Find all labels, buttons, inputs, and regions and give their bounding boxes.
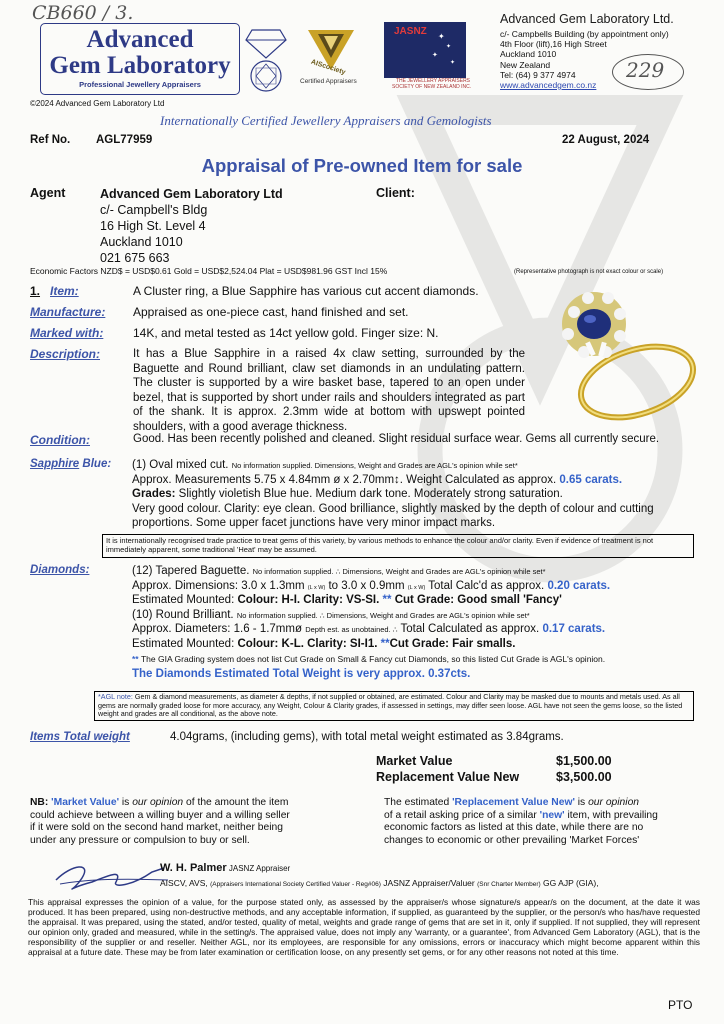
diamonds-label: Diamonds: — [30, 564, 90, 576]
replacement-value: $3,500.00 — [556, 770, 612, 784]
market-value-explanation — [30, 797, 290, 847]
website-link[interactable]: www.advancedgem.co.nz — [500, 79, 597, 90]
phone-number: Tel: (64) 9 377 4974 — [500, 69, 576, 80]
aisv-label: AIScociety — [310, 58, 347, 77]
sapphire-details — [132, 458, 712, 531]
round-carats: 0.17 carats. — [542, 623, 606, 636]
diamonds-details — [132, 564, 712, 682]
star-icon: ✦ — [450, 60, 456, 66]
market-value-label: Market Value — [376, 754, 453, 768]
asterisks: ** — [132, 653, 141, 664]
agl-note — [94, 691, 694, 721]
photo-note: (Representative photograph is not exact colour or scale) — [514, 269, 664, 275]
agent-line: c/- Campbell's Bldg — [100, 203, 208, 217]
credentials: AISCV, AVS, — [160, 878, 211, 888]
ref-label: Ref No. — [30, 134, 71, 146]
rv-term: 'Replacement Value New' — [452, 797, 575, 808]
baguette-dimensions: Approx. Dimensions: 3.0 x 1.3mm — [132, 579, 305, 592]
credentials-note: (Snr Charter Member) — [477, 881, 541, 888]
nb-line: under any pressure or compulsion to buy or sell. — [30, 834, 250, 846]
signature — [52, 858, 172, 894]
manufacture-label: Manufacture: — [30, 305, 106, 319]
jasnz-caption-1: THE JEWELLERY APPRAISERS — [396, 78, 471, 84]
dimension-unit: (L x W) — [307, 584, 326, 591]
baguette-cut-grade: Cut Grade: Good small 'Fancy' — [394, 594, 562, 607]
sapphire-measurements: Approx. Measurements 5.75 x 4.84mm ø x 2.70mm↕. Weight Calculated as approx. — [132, 473, 560, 486]
ring-photo — [552, 282, 702, 432]
agent-label: Agent — [30, 186, 66, 200]
rv-line: changes to economic or other prevailing 'Market Forces' — [384, 834, 640, 846]
treatment-note: It is internationally recognised trade practice to treat gems of this variety, by various methods to enhance the colour and/or clarity. Even if evidence of treatment is not immediately apparent, some traditional 'Heat' may be assumed. — [102, 534, 694, 558]
logo-line2: Gem Laboratory — [49, 52, 231, 79]
rv-opinion: our opinion — [588, 797, 640, 808]
baguette-carats: 0.20 carats. — [547, 579, 611, 592]
item-text: A Cluster ring, a Blue Sapphire has various cut accent diamonds. — [133, 284, 479, 298]
marked-label: Marked with: — [30, 326, 104, 340]
dimension-unit: (L x W) — [407, 584, 426, 591]
condition-label: Condition: — [30, 433, 90, 447]
appraiser-title: JASNZ Appraiser — [226, 864, 291, 873]
asterisks: ** — [382, 594, 395, 607]
sapphire-colour-text: Blue: — [79, 458, 112, 470]
baguette-note: No information supplied. ∴ Dimensions, Weight and Grades are AGL's opinion while set* — [252, 567, 546, 576]
credentials: JASNZ Appraiser/Valuer — [380, 878, 478, 888]
estimated-mounted-label: Estimated Mounted: — [132, 637, 238, 650]
nb-text: is — [119, 797, 133, 808]
nb-term: 'Market Value' — [51, 797, 120, 808]
address-line: 4th Floor (lift),16 High Street — [500, 39, 607, 50]
asterisks: ** — [380, 637, 390, 650]
nb-text: of the amount the item — [183, 797, 289, 808]
ref-number: AGL77959 — [96, 134, 153, 146]
diamond-icon — [244, 24, 288, 96]
economic-factors: Economic Factors NZD$ = USD$0.61 Gold = USD$2,524.04 Plat = USD$981.96 GST Incl 15% — [30, 266, 388, 276]
appraiser-credentials — [160, 878, 599, 889]
round-count: (10) Round Brilliant. — [132, 608, 234, 621]
banner: Internationally Certified Jewellery Appraisers and Gemologists — [160, 113, 492, 128]
credentials: GG AJP (GIA), — [540, 878, 599, 888]
sapphire-grades: Slightly violetish Blue hue. Medium dark tone. Moderately strong saturation. — [175, 488, 563, 501]
estimated-mounted-label: Estimated Mounted: — [132, 594, 238, 607]
round-note: No information supplied. ∴ Dimensions, Weight and Grades are AGL's opinion while set* — [236, 610, 530, 620]
rv-new: 'new' — [539, 809, 565, 821]
condition-text: Good. Has been recently polished and cleaned. Slight residual surface wear. Gems all currently secure. — [133, 433, 660, 445]
appraiser-name: W. H. Palmer — [160, 862, 227, 874]
sapphire-carats: 0.65 carats. — [559, 473, 623, 486]
page-title: Appraisal of Pre-owned Item for sale — [201, 155, 523, 176]
round-cut-grade: Cut Grade: Fair smalls. — [389, 637, 516, 650]
appraisal-date: 22 August, 2024 — [562, 134, 650, 146]
nb-line: could achieve between a willing buyer and a willing seller — [30, 809, 290, 821]
star-icon: ✦ — [446, 44, 452, 50]
disclaimer: This appraisal expresses the opinion of a value, for the purpose stated only, as assessed by the appraiser/s whose signature/s appear/s on the document, at the date it was produced. It has been prepared, using non-destructive methods, and any acceptable information, if supplied, as guaranteed by the supplier, or the person/s who has/have requested the appraisal. It was prepared, using the stated, and/or tested, quality of metal, weights and grade range of gems that are set in it, only if supplied. If not supplied, they will represent our opinion only, graded and measured, while in the setting/s. The appraised value, does not imply any 'warranty, or a guarantee', from Advanced Gem Laboratory (AGL), that is the responsibility of the supplier or and reseller. Neither AGL, nor its employees, are responsible for any omissions, errors or inaccuracy which might become apparent within this appraisal at a future date. These may be from later examination or certification loose, on any presently set gems, or for any other reasons not noted at this time. — [28, 897, 700, 958]
aisv-caption: Certified Appraisers — [300, 78, 357, 85]
agent-details — [100, 186, 283, 266]
diamonds-total-weight: The Diamonds Estimated Total Weight is very approx. 0.37cts. — [132, 668, 471, 681]
manufacture-text: Appraised as one-piece cast, hand finished and set. — [133, 305, 409, 319]
round-grades: Colour: K-L. Clarity: SI-I1. — [237, 637, 381, 650]
nb-line: if it were sold on the second hand market, neither being — [30, 822, 283, 834]
total-weight-label: Items Total weight — [30, 731, 130, 743]
baguette-count: (12) Tapered Baguette. — [132, 565, 250, 577]
replacement-value-explanation — [384, 797, 658, 847]
rv-text: item, with prevailing — [564, 809, 658, 821]
round-diameters: Approx. Diameters: 1.6 - 1.7mmø — [132, 623, 302, 636]
rv-text: The estimated — [384, 797, 453, 808]
sapphire-label — [30, 458, 111, 472]
rv-text: of a retail asking price of a similar — [384, 809, 540, 821]
appraiser-name-line — [160, 862, 290, 875]
jasnz-label: JASNZ — [394, 26, 427, 37]
address-line: New Zealand — [500, 59, 551, 70]
copyright: ©2024 Advanced Gem Laboratory Ltd — [30, 99, 165, 108]
credentials-note: (Appraisers International Society Certified Valuer - Reg#06) — [210, 881, 381, 888]
pto: PTO — [668, 998, 693, 1012]
rv-text: is — [574, 797, 589, 808]
description-text: It has a Blue Sapphire in a raised 4x claw setting, surrounded by the Baguette and Round brilliant, claw set diamonds in an undulating pattern. The cluster is supported by a wire basket base, tapered to an open under bezel, that is supported by short under rails and shoulders integrated as part of the shank. It is approx. 2.3mm wide at bottom with upswept pointed shoulders, with a good average thickness. — [133, 348, 525, 433]
round-total-label: Total Calculated as approx. — [397, 623, 543, 636]
grades-label: Grades: — [132, 488, 176, 501]
item-label: Item: — [50, 284, 79, 298]
baguette-dimensions-max: to 3.0 x 0.9mm — [325, 579, 405, 592]
nb-opinion: our opinion — [132, 797, 184, 808]
agent-line: 16 High St. Level 4 — [100, 219, 206, 233]
agent-name: Advanced Gem Laboratory Ltd — [100, 187, 283, 201]
rv-line: economic factors as listed at this date, while there are no — [384, 822, 644, 834]
client-label: Client: — [376, 186, 415, 200]
logo-line1: Advanced — [86, 26, 194, 53]
star-icon: ✦ — [432, 52, 438, 59]
jasnz-caption-2: SOCIETY OF NEW ZEALAND INC. — [392, 84, 472, 90]
address-line: Auckland 1010 — [500, 49, 557, 60]
total-weight-text: 4.04grams, (including gems), with total metal weight estimated as 3.84grams. — [170, 731, 564, 743]
item-number: 1. — [30, 284, 41, 298]
address-line: c/- Campbells Building (by appointment only) — [500, 29, 669, 39]
agent-line: Auckland 1010 — [100, 235, 183, 249]
sapphire-clarity: Very good colour. Clarity: eye clean. Good brilliance, slightly masked by the depth of colour and cutting — [132, 502, 654, 515]
handwritten-code: CB660 / 3. — [32, 2, 134, 24]
company-logo — [40, 23, 240, 95]
sapphire-surface: proportions. Some upper facet junctions have very minor impact marks. — [132, 517, 496, 530]
jasnz-logo — [384, 22, 466, 78]
agl-note-label: *AGL note: — [98, 692, 133, 701]
handwritten-number: 229 — [626, 58, 665, 82]
nb-label: NB: — [30, 797, 52, 808]
baguette-grades: Colour: H-I. Clarity: VS-SI. — [237, 594, 383, 607]
logo-tagline: Professional Jewellery Appraisers — [79, 80, 201, 89]
star-icon: ✦ — [438, 32, 445, 41]
sapphire-note: No information supplied. Dimensions, Weight and Grades are AGL's opinion while set* — [231, 461, 518, 470]
gia-note: The GIA Grading system does not list Cut Grade on Small & Fancy cut Diamonds, so this listed Cut Grade is AGL's opinion. — [140, 653, 606, 664]
depth-note: Depth est. as unobtained. ∴ — [305, 625, 398, 635]
market-value: $1,500.00 — [556, 754, 612, 768]
sapphire-label-text: Sapphire — [30, 458, 80, 470]
company-name: Advanced Gem Laboratory Ltd. — [500, 12, 674, 26]
agent-line: 021 675 663 — [100, 251, 170, 265]
replacement-value-label: Replacement Value New — [376, 770, 520, 784]
description-label: Description: — [30, 347, 101, 361]
marked-text: 14K, and metal tested as 14ct yellow gold. Finger size: N. — [133, 326, 439, 340]
baguette-total-label: Total Calc'd as approx. — [425, 579, 548, 592]
agl-note-text: Gem & diamond measurements, as diameter & depths, if not supplied or obtained, are estimated. Colour and Clarity may be masked due to mounts and metals used. As all gems are normally graded loose for more accuracy, any Weight, Colour & Clarity grades, if assessed in settings, may differ seen loose. AGL have not seen the gems loose, so the listed weight and grades are all conditional, as the above note. — [98, 692, 683, 719]
sapphire-cut: (1) Oval mixed cut. — [132, 459, 229, 471]
